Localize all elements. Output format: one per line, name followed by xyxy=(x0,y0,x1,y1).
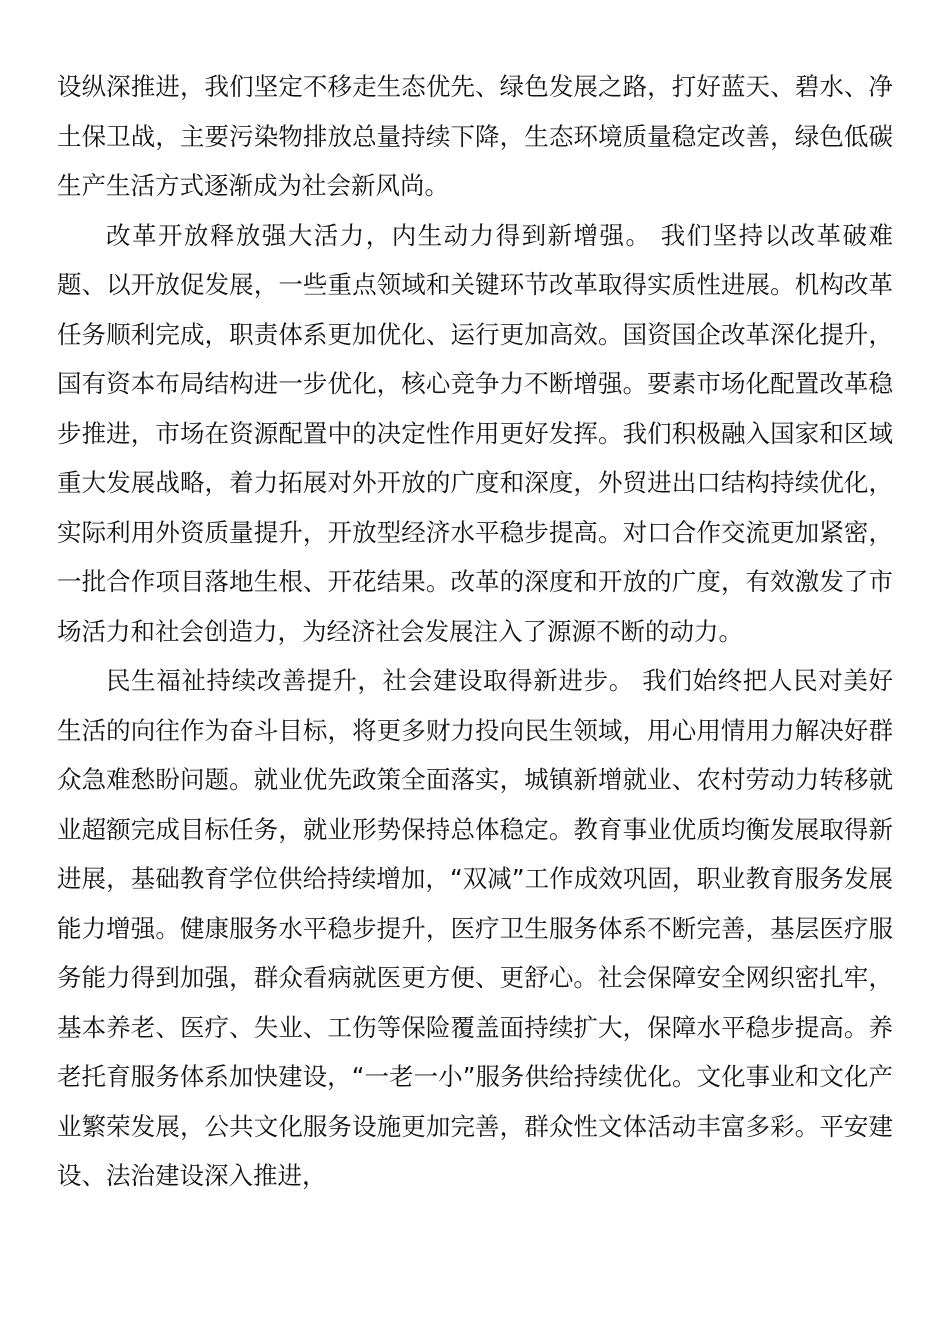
document-page xyxy=(57,62,893,1201)
paragraph-ecology: 设纵深推进，我们坚定不移走生态优先、绿色发展之路，打好蓝天、碧水、净土保卫战，主要污染物排放总量持续下降，生态环境质量稳定改善，绿色低碳生产生活方式逐渐成为社会新风尚。 xyxy=(57,72,893,200)
paragraph-livelihood: 民生福祉持续改善提升，社会建设取得新进步。 我们始终把人民对美好生活的向往作为奋斗目标，将更多财力投向民生领域，用心用情用力解决好群众急难愁盼问题。就业优先政策全面落实，城镇新增就业、农村劳动力转移就业超额完成目标任务，就业形势保持总体稳定。教育事业优质均衡发展取得新进展，基础教育学位供给持续增加，“双减”工作成效巩固，职业教育服务发展能力增强。健康服务水平稳步提升，医疗卫生服务体系不断完善，基层医疗服务能力得到加强，群众看病就医更方便、更舒心。社会保障安全网织密扎牢，基本养老、医疗、失业、工伤等保险覆盖面持续扩大，保障水平稳步提高。养老托育服务体系加快建设，“一老一小”服务供给持续优化。文化事业和文化产业繁荣发展，公共文化服务设施更加完善，群众性文体活动丰富多彩。平安建设、法治建设深入推进， xyxy=(57,666,893,1190)
paragraph-reform-opening: 改革开放释放强大活力，内生动力得到新增强。 我们坚持以改革破难题、以开放促发展，一些重点领域和关键环节改革取得实质性进展。机构改革任务顺利完成，职责体系更加优化、运行更加高效。国资国企改革深化提升，国有资本布局结构进一步优化，核心竞争力不断增强。要素市场化配置改革稳步推进，市场在资源配置中的决定性作用更好发挥。我们积极融入国家和区域重大发展战略，着力拓展对外开放的广度和深度，外贸进出口结构持续优化，实际利用外资质量提升，开放型经济水平稳步提高。对口合作交流更加紧密，一批合作项目落地生根、开花结果。改革的深度和开放的广度，有效激发了市场活力和社会创造力，为经济社会发展注入了源源不断的动力。 xyxy=(57,220,893,646)
